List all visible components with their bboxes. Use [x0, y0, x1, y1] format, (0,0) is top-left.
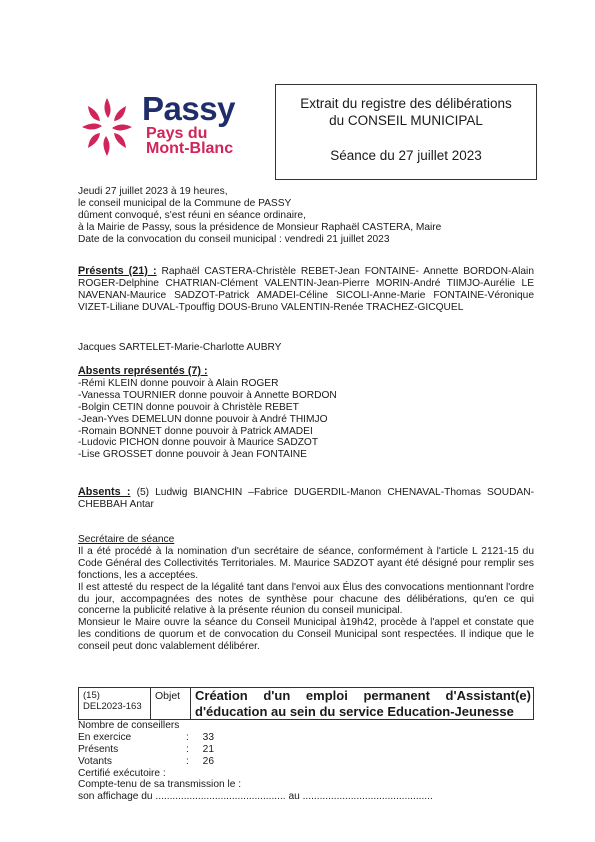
proxy-item: -Romain BONNET donne pouvoir à Patrick AMADEI — [78, 425, 313, 437]
presents-list: Raphaël CASTERA-Christèle REBET-Jean FONTAINE- Annette BORDON-Alain ROGER-Delphine CHATRIAN-Clément VALENTIN-Jean-Pierre MORIN-André TIIMJO-Aurélie LE NAVENAN-Maurice SADZOT-Patrick AMADEI-Céline SICOLI-Anne-Marie FONTAINE-Véronique VIZET-Liliane DUVAL-Tpouffig DOUS-Bruno VALENTIN-Renée TRACHEZ-GICQUEL — [78, 266, 534, 313]
presents-extra: Jacques SARTELET-Marie-Charlotte AUBRY — [78, 342, 282, 353]
count-colon: : — [186, 731, 189, 743]
passy-logo-mark — [78, 92, 136, 162]
secretary-heading: Secrétaire de séance — [78, 534, 175, 545]
absents-represented-label: Absents représentés (7) : — [78, 365, 208, 377]
secretary-paragraph: Il a été procédé à la nomination d'un secrétaire de séance, conformément à l'article L 2121-15 du Code Général des Collectivités Territoriales. M. Maurice SADZOT ayant été désigné pour remplir ses fonctions, les a acceptées. — [78, 545, 534, 581]
deliberation-header — [78, 687, 534, 720]
proxy-item: -Vanessa TOURNIER donne pouvoir à Annette BORDON — [78, 389, 337, 401]
logo-subtitle-line1: Pays du — [146, 125, 208, 142]
absents-list: (5) Ludwig BIANCHIN –Fabrice DUGERDIL-Manon CHENAVAL-Thomas SOUDAN-CHEBBAH Antar — [78, 487, 534, 510]
intro-line: Jeudi 27 juillet 2023 à 19 heures, — [78, 186, 228, 197]
logo-subtitle — [146, 126, 233, 156]
count-row — [78, 732, 534, 744]
proxy-item: -Jean-Yves DEMELUN donne pouvoir à André THIMJO — [78, 413, 328, 425]
intro-line: le conseil municipal de la Commune de PASSY — [78, 197, 292, 209]
affichage-line: son affichage du .............................................. au .............................................. — [78, 791, 433, 803]
proxy-item: -Ludovic PICHON donne pouvoir à Maurice SADZOT — [78, 437, 319, 449]
count-row — [78, 744, 534, 756]
absents-block — [78, 487, 534, 511]
count-label: Présents — [78, 743, 119, 755]
deliberation-title — [195, 688, 531, 719]
deliberation-title-line2: d'éducation au sein du service Education-Jeunesse — [195, 703, 514, 719]
deliberation-reference: DEL2023-163 — [83, 701, 142, 712]
count-row — [78, 756, 534, 768]
opening-paragraph: Monsieur le Maire ouvre la séance du Conseil Municipal à19h42, procède à l'appel et constate que les conditions de quorum et de convocation du Conseil Municipal sont respectées. Il indique que le conseil peut donc valablement délibérer. — [78, 617, 534, 653]
count-colon: : — [186, 755, 189, 767]
header-line1: Extrait du registre des délibérations — [300, 96, 512, 111]
count-value: 21 — [202, 743, 214, 755]
deliberation-number: (15) — [83, 690, 100, 701]
absents-label: Absents : — [78, 486, 131, 498]
logo-subtitle-line2: Mont-Blanc — [146, 140, 234, 157]
legality-paragraph: Il est attesté du respect de la légalité tant dans l'envoi aux Élus des convocations mentionnant l'ordre du jour, accompagnées des notes de synthèse pour chacune des délibérations, qu'en ce qui concerne la publicité relative à la présente réunion du conseil municipal. — [78, 581, 534, 617]
proxy-item: -Bolgin CETIN donne pouvoir à Christèle REBET — [78, 401, 299, 413]
intro-block — [78, 186, 534, 246]
count-value: 33 — [202, 731, 214, 743]
intro-line: dûment convoqué, s'est réuni en séance ordinaire, — [78, 209, 306, 221]
count-value: 26 — [202, 755, 214, 767]
proxy-item: -Rémi KLEIN donne pouvoir à Alain ROGER — [78, 377, 279, 389]
intro-line: à la Mairie de Passy, sous la présidence de Monsieur Raphaël CASTERA, Maire — [78, 221, 442, 233]
council-counts — [78, 720, 534, 803]
certified-line: Certifié exécutoire : — [78, 767, 166, 779]
intro-line: Date de la convocation du conseil municipal : vendredi 21 juillet 2023 — [78, 233, 390, 245]
count-label: Votants — [78, 755, 112, 767]
header-line2: du CONSEIL MUNICIPAL — [329, 113, 483, 128]
proxy-item: -Lise GROSSET donne pouvoir à Jean FONTAINE — [78, 449, 307, 461]
deliberation-id-cell — [79, 688, 151, 719]
secretary-block — [78, 534, 534, 653]
transmission-line: Compte-tenu de sa transmission le : — [78, 779, 242, 791]
presents-block — [78, 266, 534, 314]
deliberation-title-line1: Création d'un emploi permanent d'Assistant(e) — [195, 688, 531, 703]
objet-label: Objet — [151, 688, 191, 719]
count-colon: : — [186, 743, 189, 755]
absents-represented-block — [78, 366, 534, 461]
register-header-box — [275, 84, 537, 180]
counts-header: Nombre de conseillers — [78, 720, 180, 731]
count-label: En exercice — [78, 731, 132, 743]
logo-title: Passy — [142, 90, 235, 127]
presents-label: Présents (21) : — [78, 265, 157, 277]
session-date: Séance du 27 juillet 2023 — [330, 148, 482, 163]
